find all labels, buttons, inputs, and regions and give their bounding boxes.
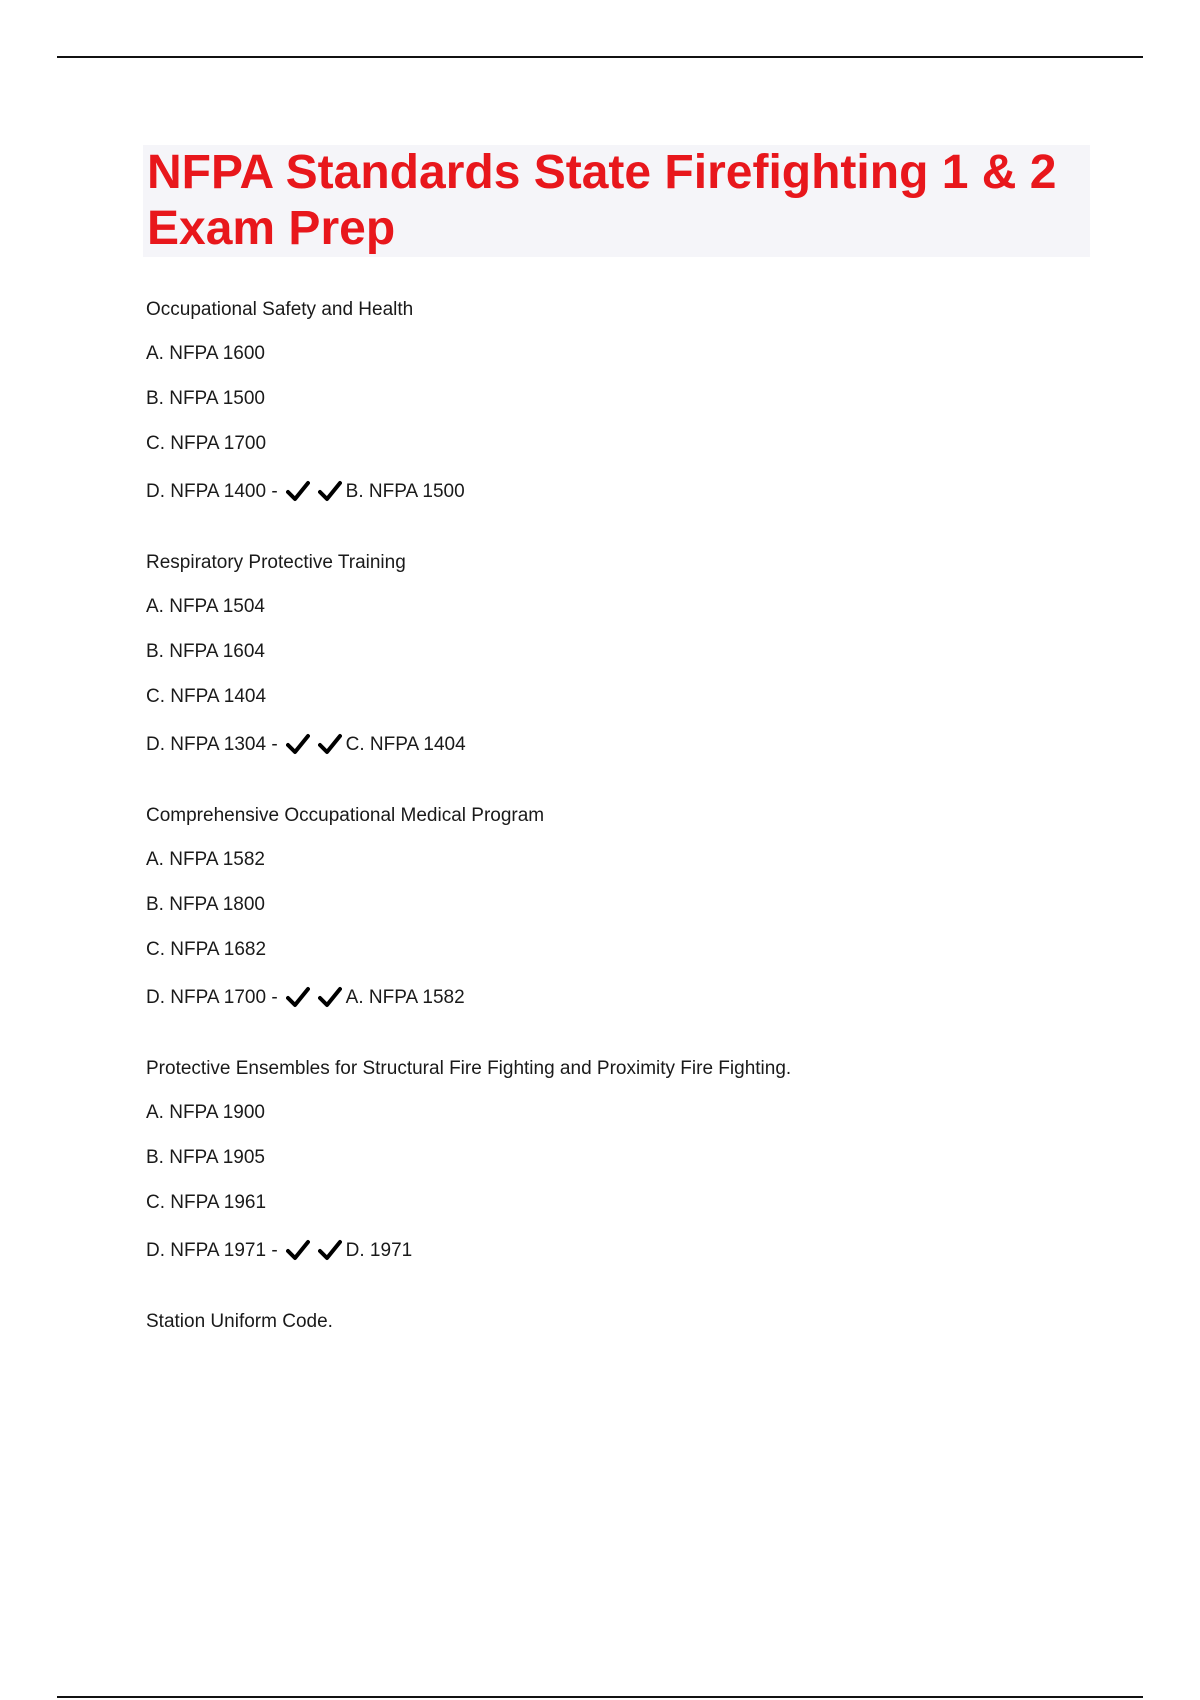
correct-answer: C. NFPA 1404 (345, 733, 466, 755)
option-d: D. NFPA 1971 - (146, 1239, 278, 1261)
checkmark-icon (318, 985, 342, 1009)
option-d: D. NFPA 1700 - (146, 986, 278, 1008)
question-prompt: Comprehensive Occupational Medical Program (146, 805, 545, 826)
option-b: B. NFPA 1604 (146, 641, 265, 662)
option-d-with-answer (146, 477, 1046, 505)
option-a: A. NFPA 1900 (146, 1102, 265, 1123)
option-a: A. NFPA 1600 (146, 343, 265, 364)
option-b: B. NFPA 1800 (146, 894, 265, 915)
option-c: C. NFPA 1700 (146, 433, 267, 454)
question-prompt: Occupational Safety and Health (146, 299, 414, 320)
document-title: NFPA Standards State Firefighting 1 & 2 Exam Prep (147, 146, 1057, 255)
question-list (146, 298, 1046, 1354)
checkmark-icon (318, 479, 342, 503)
option-c: C. NFPA 1404 (146, 686, 267, 707)
checkmark-icon (286, 1238, 310, 1262)
checkmark-icon (318, 1238, 342, 1262)
header-rule (57, 56, 1143, 58)
checkmark-icon (286, 985, 310, 1009)
correct-answer: A. NFPA 1582 (345, 986, 465, 1008)
question-prompt: Respiratory Protective Training (146, 552, 406, 573)
correct-answer: D. 1971 (345, 1239, 413, 1261)
option-c: C. NFPA 1682 (146, 939, 267, 960)
option-d-with-answer (146, 730, 1046, 758)
answer-checkmarks (286, 732, 342, 756)
option-d-with-answer (146, 1236, 1046, 1264)
option-d-with-answer (146, 983, 1046, 1011)
question-prompt: Station Uniform Code. (146, 1311, 333, 1332)
option-d: D. NFPA 1304 - (146, 733, 278, 755)
question-block (146, 551, 1046, 758)
footer-rule (57, 1696, 1143, 1698)
checkmark-icon (286, 732, 310, 756)
checkmark-icon (286, 479, 310, 503)
checkmark-icon (318, 732, 342, 756)
option-a: A. NFPA 1582 (146, 849, 265, 870)
answer-checkmarks (286, 985, 342, 1009)
answer-checkmarks (286, 1238, 342, 1262)
option-b: B. NFPA 1500 (146, 388, 265, 409)
correct-answer: B. NFPA 1500 (345, 480, 465, 502)
question-block (146, 804, 1046, 1011)
answer-checkmarks (286, 479, 342, 503)
question-prompt: Protective Ensembles for Structural Fire Fighting and Proximity Fire Fighting. (146, 1058, 792, 1079)
question-block (146, 298, 1046, 505)
option-a: A. NFPA 1504 (146, 596, 265, 617)
question-block (146, 1057, 1046, 1264)
option-b: B. NFPA 1905 (146, 1147, 265, 1168)
option-c: C. NFPA 1961 (146, 1192, 267, 1213)
option-d: D. NFPA 1400 - (146, 480, 278, 502)
